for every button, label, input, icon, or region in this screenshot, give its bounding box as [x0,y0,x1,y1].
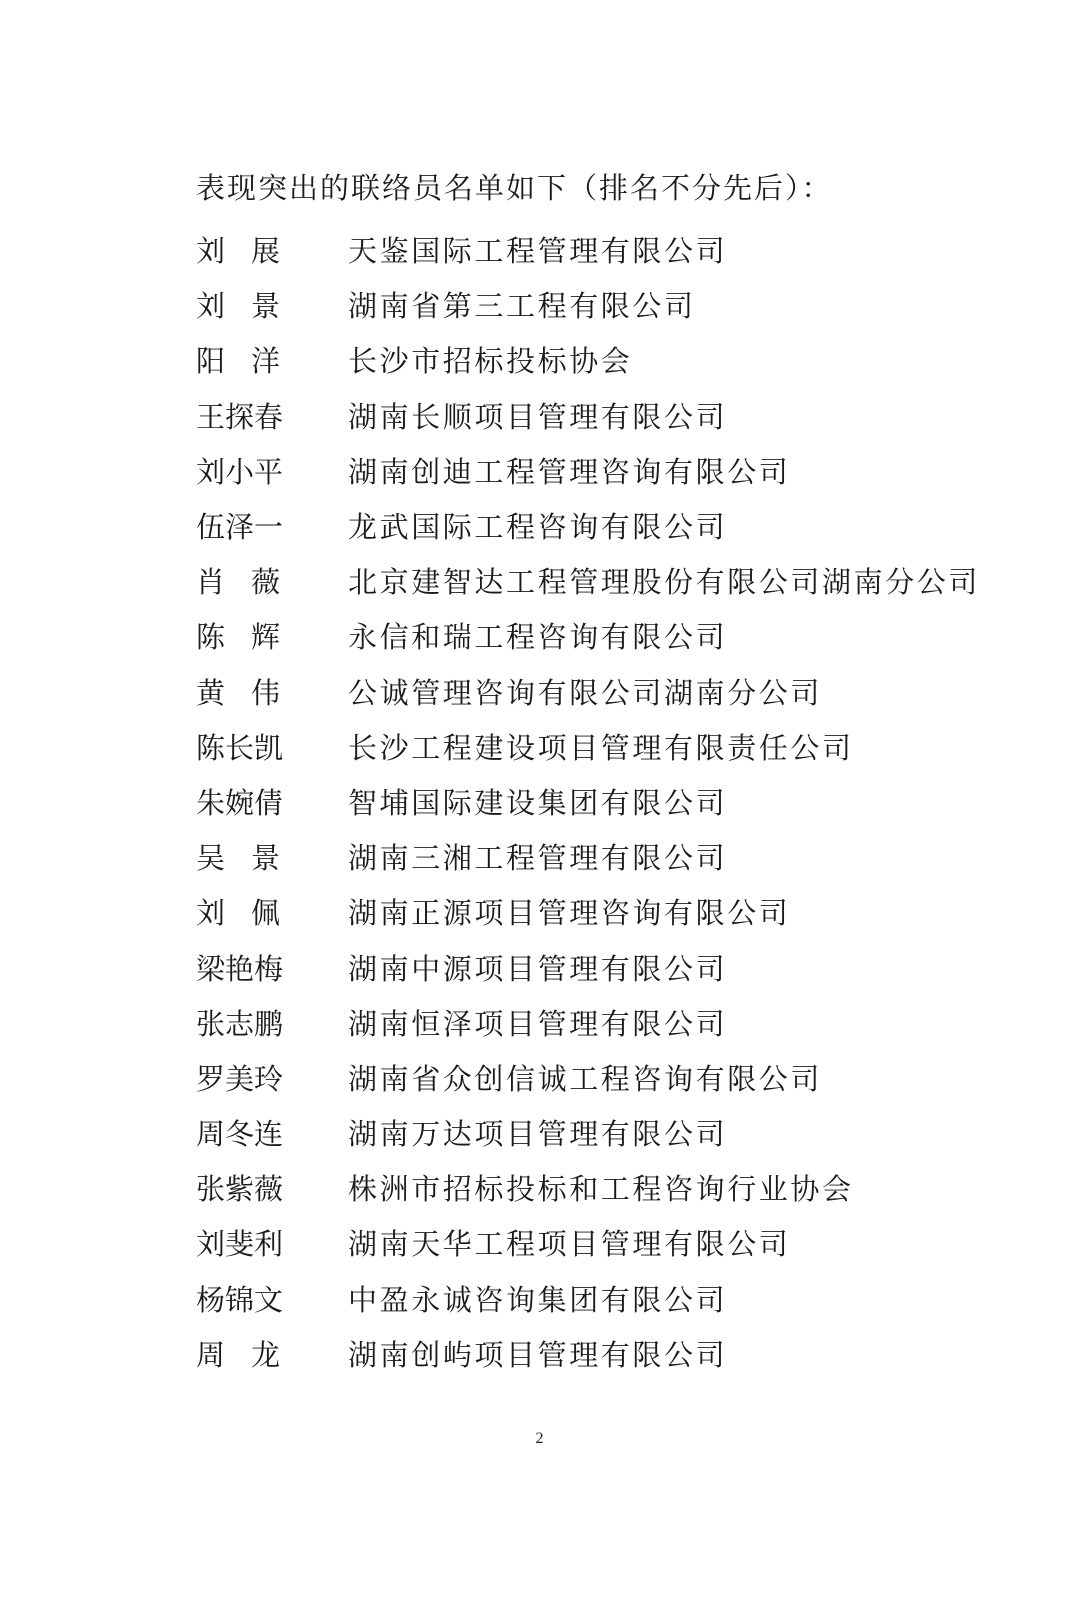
list-item [196,719,1036,774]
name-character: 展 [250,234,280,269]
name-character: 倩 [254,785,284,820]
organization-name: 龙武国际工程咨询有限公司 [348,510,728,545]
name-character: 婉 [225,785,255,820]
list-item [196,332,1036,387]
name-character: 刘 [196,289,226,324]
name-character: 刘 [196,1227,226,1262]
organization-name: 湖南中源项目管理有限公司 [348,951,728,986]
organization-name: 长沙市招标投标协会 [348,344,633,379]
organization-name: 北京建智达工程管理股份有限公司湖南分公司 [348,565,981,600]
liaison-name [196,284,280,325]
name-character: 张 [196,1172,226,1207]
name-character: 利 [254,1227,284,1262]
liaison-list [196,222,1036,1381]
list-item [196,829,1036,884]
name-character: 玲 [254,1061,284,1096]
name-character: 周 [196,1117,226,1152]
organization-name: 湖南三湘工程管理有限公司 [348,841,728,876]
name-character: 辉 [250,620,280,655]
name-character: 景 [250,289,280,324]
organization-name: 中盈永诚咨询集团有限公司 [348,1282,728,1317]
list-item [196,553,1036,608]
list-item [196,1326,1036,1381]
name-character: 刘 [196,234,226,269]
list-item [196,1271,1036,1326]
name-character: 陈 [196,730,226,765]
list-item [196,1105,1036,1160]
name-character: 伍 [196,510,226,545]
liaison-name [196,615,280,656]
organization-name: 湖南万达项目管理有限公司 [348,1117,728,1152]
name-character: 薇 [254,1172,284,1207]
name-character: 阳 [196,344,226,379]
page-number: 2 [535,1430,544,1447]
name-character: 佩 [250,896,280,931]
organization-name: 永信和瑞工程咨询有限公司 [348,620,728,655]
organization-name: 公诚管理咨询有限公司湖南分公司 [348,675,823,710]
name-character: 连 [254,1117,284,1152]
name-character: 朱 [196,785,226,820]
list-item [196,608,1036,663]
name-character: 文 [254,1282,284,1317]
name-character: 薇 [250,565,280,600]
liaison-name [196,1057,284,1098]
name-character: 志 [225,1006,255,1041]
name-character: 鹏 [254,1006,284,1041]
list-item [196,277,1036,332]
liaison-name [196,560,280,601]
list-item [196,995,1036,1050]
liaison-name [196,671,280,712]
organization-name: 智埔国际建设集团有限公司 [348,785,728,820]
liaison-name [196,1278,284,1319]
organization-name: 湖南正源项目管理咨询有限公司 [348,896,791,931]
name-character: 凯 [254,730,284,765]
organization-name: 株洲市招标投标和工程咨询行业协会 [348,1172,854,1207]
intro-text: 表现突出的联络员名单如下（排名不分先后）： [196,171,833,205]
name-character: 平 [254,454,284,489]
list-item [196,222,1036,277]
name-character: 锦 [225,1282,255,1317]
liaison-name [196,339,280,380]
liaison-name [196,395,284,436]
name-character: 刘 [196,454,226,489]
list-item [196,664,1036,719]
organization-name: 湖南长顺项目管理有限公司 [348,399,728,434]
name-character: 龙 [250,1337,280,1372]
list-item [196,388,1036,443]
name-character: 斐 [225,1227,255,1262]
liaison-name [196,726,284,767]
liaison-name [196,891,280,932]
liaison-name [196,1112,284,1153]
name-character: 罗 [196,1061,226,1096]
name-character: 张 [196,1006,226,1041]
organization-name: 湖南创迪工程管理咨询有限公司 [348,454,791,489]
liaison-name [196,1333,280,1374]
organization-name: 长沙工程建设项目管理有限责任公司 [348,730,854,765]
liaison-name [196,1222,284,1263]
liaison-name [196,1002,284,1043]
organization-name: 湖南天华工程项目管理有限公司 [348,1227,791,1262]
list-item [196,1215,1036,1270]
liaison-name [196,229,280,270]
liaison-name [196,836,280,877]
name-character: 吴 [196,841,226,876]
liaison-name [196,450,284,491]
list-item [196,1050,1036,1105]
name-character: 紫 [225,1172,255,1207]
organization-name: 湖南恒泽项目管理有限公司 [348,1006,728,1041]
name-character: 伟 [250,675,280,710]
name-character: 美 [225,1061,255,1096]
name-character: 长 [225,730,255,765]
name-character: 探 [225,399,255,434]
list-item [196,1160,1036,1215]
name-character: 杨 [196,1282,226,1317]
organization-name: 湖南省众创信诚工程咨询有限公司 [348,1061,823,1096]
liaison-name [196,947,284,988]
list-item [196,774,1036,829]
liaison-name [196,1167,284,1208]
organization-name: 天鉴国际工程管理有限公司 [348,234,728,269]
name-character: 周 [196,1337,226,1372]
name-character: 艳 [225,951,255,986]
name-character: 春 [254,399,284,434]
organization-name: 湖南创屿项目管理有限公司 [348,1337,728,1372]
name-character: 肖 [196,565,226,600]
name-character: 冬 [225,1117,255,1152]
name-character: 陈 [196,620,226,655]
name-character: 小 [225,454,255,489]
liaison-name [196,505,284,546]
name-character: 泽 [225,510,255,545]
name-character: 梁 [196,951,226,986]
organization-name: 湖南省第三工程有限公司 [348,289,696,324]
list-item [196,498,1036,553]
name-character: 王 [196,399,226,434]
name-character: 洋 [250,344,280,379]
name-character: 景 [250,841,280,876]
name-character: 梅 [254,951,284,986]
name-character: 黄 [196,675,226,710]
name-character: 一 [254,510,284,545]
name-character: 刘 [196,896,226,931]
list-item [196,443,1036,498]
list-item [196,939,1036,994]
list-item [196,884,1036,939]
liaison-name [196,781,284,822]
